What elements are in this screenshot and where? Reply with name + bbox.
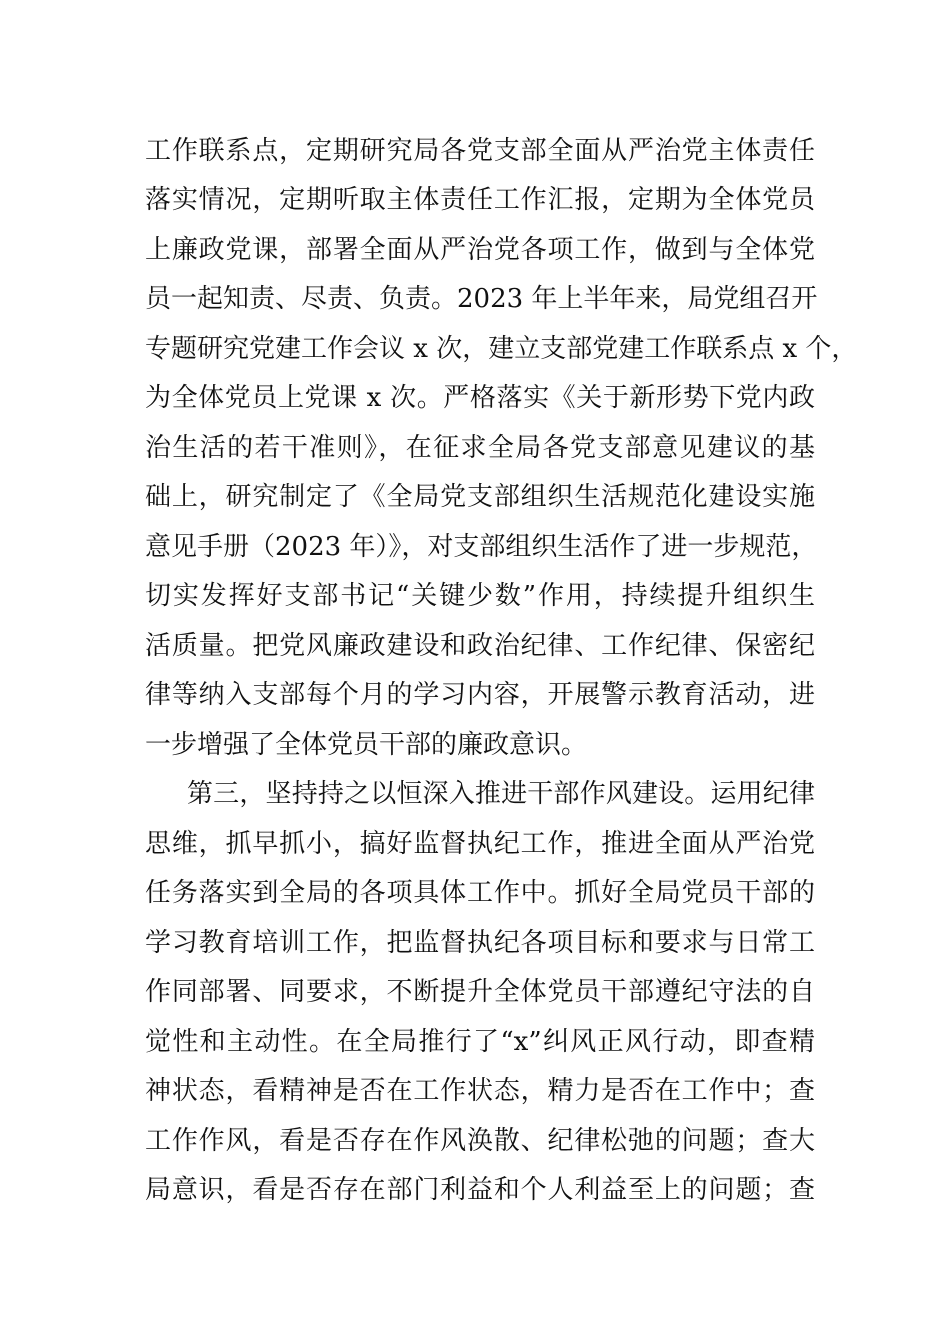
text-line: 任务落实到全局的各项具体工作中。抓好全局党员干部的 — [145, 878, 815, 908]
text-line: 学习教育培训工作，把监督执纪各项目标和要求与日常工 — [145, 928, 815, 958]
text-line: 律等纳入支部每个月的学习内容，开展警示教育活动，进 — [145, 680, 815, 710]
text-line: 工作联系点，定期研究局各党支部全面从严治党主体责任 — [145, 136, 815, 166]
text-line: 治生活的若干准则》，在征求全局各党支部意见建议的基 — [145, 433, 815, 463]
text-line: 专题研究党建工作会议 x 次，建立支部党建工作联系点 x 个， — [145, 334, 858, 364]
text-line: 切实发挥好支部书记“关键少数”作用，持续提升组织生 — [145, 581, 815, 611]
text-line: 一步增强了全体党员干部的廉政意识。 — [145, 730, 588, 760]
text-line: 上廉政党课，部署全面从严治党各项工作，做到与全体党 — [145, 235, 815, 265]
text-line: 意见手册（2023 年）》，对支部组织生活作了进一步规范， — [145, 532, 818, 562]
text-line: 觉性和主动性。在全局推行了“x”纠风正风行动，即查精 — [145, 1027, 815, 1057]
text-line: 员一起知责、尽责、负责。2023 年上半年来，局党组召开 — [145, 284, 818, 314]
paragraph-start-line: 第三，坚持持之以恒深入推进干部作风建设。运用纪律 — [187, 779, 815, 809]
text-line: 工作作风，看是否存在作风涣散、纪律松弛的问题；查大 — [145, 1126, 815, 1156]
text-line: 作同部署、同要求，不断提升全体党员干部遵纪守法的自 — [145, 977, 815, 1007]
text-line: 思维，抓早抓小，搞好监督执纪工作，推进全面从严治党 — [145, 829, 815, 859]
text-line: 神状态，看精神是否在工作状态，精力是否在工作中；查 — [145, 1076, 815, 1106]
text-line: 为全体党员上党课 x 次。严格落实《关于新形势下党内政 — [145, 383, 815, 413]
text-line: 础上，研究制定了《全局党支部组织生活规范化建设实施 — [145, 482, 815, 512]
text-line: 落实情况，定期听取主体责任工作汇报，定期为全体党员 — [145, 185, 815, 215]
text-line: 局意识，看是否存在部门利益和个人利益至上的问题；查 — [145, 1175, 815, 1205]
text-line: 活质量。把党风廉政建设和政治纪律、工作纪律、保密纪 — [145, 631, 815, 661]
